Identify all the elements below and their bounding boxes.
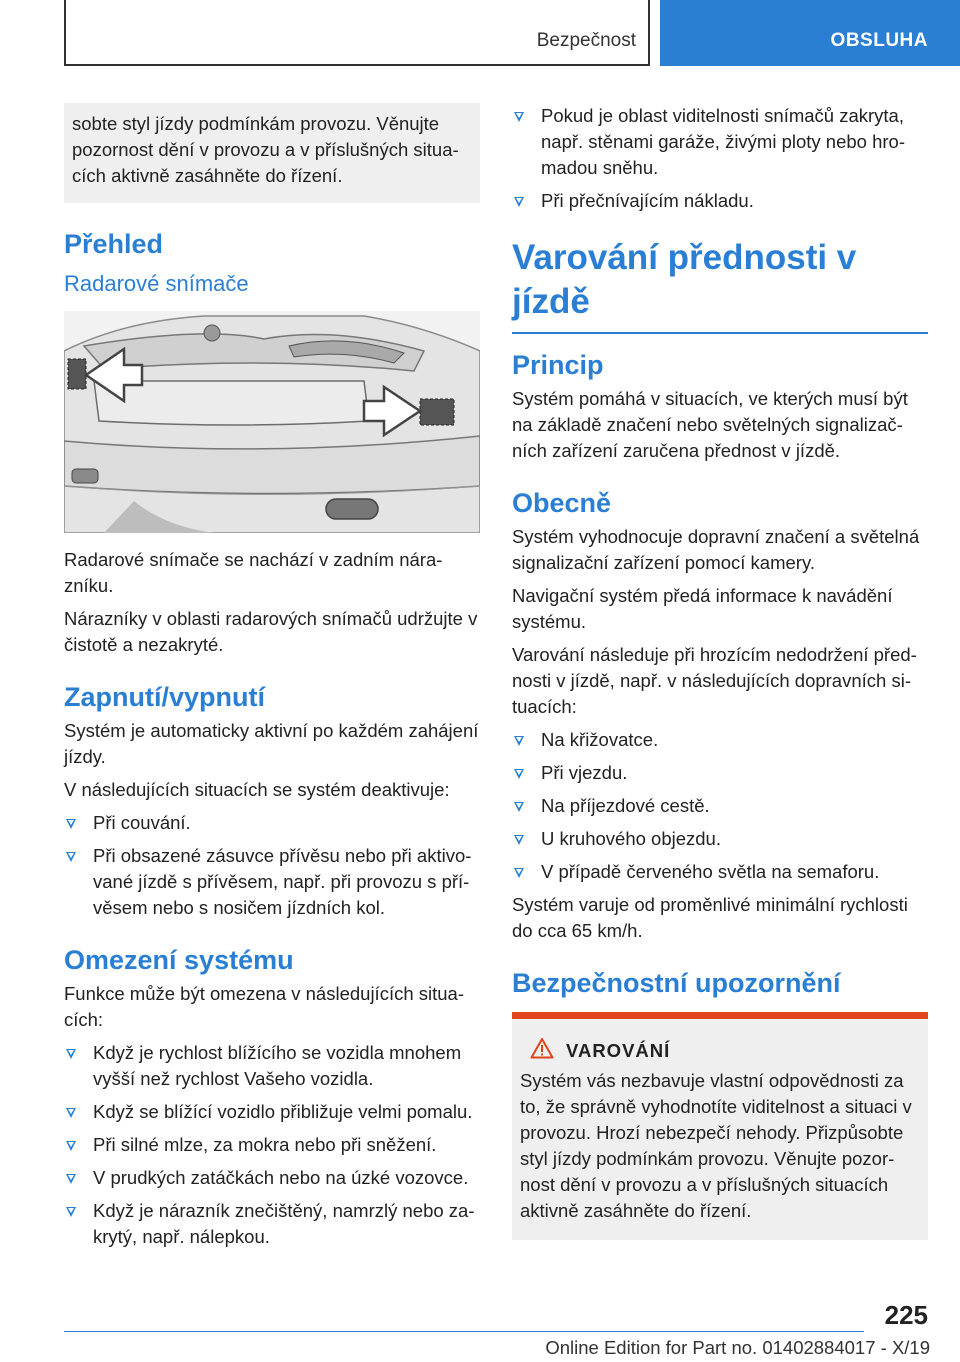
list-item: V prudkých zatáčkách nebo na úzké vozovce. xyxy=(64,1165,480,1191)
right-column xyxy=(512,103,928,1240)
general-paragraph-4: Systém varuje od proměnlivé minimální rychlosti do cca 65 km/h. xyxy=(512,894,908,941)
system-limits-list xyxy=(64,1040,480,1250)
bullet-triangle-icon xyxy=(66,1108,76,1118)
overview-heading: Přehled xyxy=(64,229,164,259)
list-item: U kruhového objezdu. xyxy=(512,826,928,852)
left-column xyxy=(64,103,480,1257)
continued-warning-text: sobte styl jízdy podmínkám provozu. Věnujte pozornost dění v provozu a v příslušných situacích aktivně zasáhněte do řízení. xyxy=(72,113,459,186)
bullet-triangle-icon xyxy=(66,1141,76,1151)
warning-box xyxy=(512,1012,928,1240)
main-section-heading: Varování přednosti v jízdě xyxy=(512,236,928,334)
sensor-limits-continued-list xyxy=(512,103,928,214)
bullet-triangle-icon xyxy=(514,112,524,122)
warning-title xyxy=(530,1037,920,1064)
list-item: Při přečnívajícím nákladu. xyxy=(512,188,928,214)
footer-divider xyxy=(64,1331,864,1332)
list-item: Když je nárazník znečištěný, namrzlý nebo zakrytý, např. nálepkou. xyxy=(64,1198,480,1250)
radar-sensors-subheading: Radarové snímače xyxy=(64,271,249,296)
warning-label: VAROVÁNÍ xyxy=(566,1039,671,1061)
list-item: Pokud je oblast viditelnosti snímačů zakryta, např. stěnami garáže, živými ploty nebo hromadou sněhu. xyxy=(512,103,928,181)
bullet-triangle-icon xyxy=(66,1049,76,1059)
bullet-triangle-icon xyxy=(514,736,524,746)
bullet-triangle-icon xyxy=(514,868,524,878)
list-item: Když je rychlost blížícího se vozidla mnohem vyšší než rychlost Vašeho vozidla. xyxy=(64,1040,480,1092)
principle-heading: Princip xyxy=(512,350,604,380)
bullet-triangle-icon xyxy=(66,1207,76,1217)
list-item: Na křižovatce. xyxy=(512,727,928,753)
general-paragraph-2: Navigační systém předá informace k navádění systému. xyxy=(512,585,893,632)
header-chapter-label: OBSLUHA xyxy=(830,30,928,51)
general-paragraph-1: Systém vyhodnocuje dopravní značení a světelná signalizační zařízení pomocí kamery. xyxy=(512,526,920,573)
warning-text: Systém vás nezbavuje vlastní odpovědnosti za to, že správně vyhodnotíte viditelnost a situaci v provozu. Hrozí nebezpečí nehody. Přizpůsobte styl jízdy podmínkám provozu. Věnujte pozornost dění v provozu a v příslušných situacích aktivně zasáhněte do řízení. xyxy=(520,1070,912,1221)
general-paragraph-3: Varování následuje při hrozícím nedodržení přednosti v jízdě, např. v následujících dopravních situacích: xyxy=(512,644,917,717)
page-number: 225 xyxy=(884,1300,928,1330)
list-item: Když se blížící vozidlo přibližuje velmi pomalu. xyxy=(64,1099,480,1125)
warning-triangle-icon xyxy=(530,1037,554,1064)
bullet-triangle-icon xyxy=(514,835,524,845)
safety-notes-heading: Bezpečnostní upozornění xyxy=(512,968,841,998)
system-limits-heading: Omezení systému xyxy=(64,945,294,975)
on-off-paragraph-1: Systém je automaticky aktivní po každém zahájení jízdy. xyxy=(64,720,479,767)
list-item: Na příjezdové cestě. xyxy=(512,793,928,819)
deactivation-list xyxy=(64,810,480,921)
header-section-label: Bezpečnost xyxy=(536,30,636,51)
bullet-triangle-icon xyxy=(66,852,76,862)
radar-paragraph-2: Nárazníky v oblasti radarových snímačů udržujte v čistotě a nezakryté. xyxy=(64,608,478,655)
list-item: Při silné mlze, za mokra nebo při sněžení. xyxy=(64,1132,480,1158)
bullet-triangle-icon xyxy=(66,1174,76,1184)
bullet-triangle-icon xyxy=(66,819,76,829)
bullet-triangle-icon xyxy=(514,769,524,779)
principle-paragraph: Systém pomáhá v situacích, ve kterých musí být na základě značení nebo světelných signalizačních zařízení zaručena přednost v jízdě. xyxy=(512,388,908,461)
on-off-paragraph-2: V následujících situacích se systém deaktivuje: xyxy=(64,779,450,800)
list-item: V případě červeného světla na semaforu. xyxy=(512,859,928,885)
traffic-situations-list xyxy=(512,727,928,885)
bullet-triangle-icon xyxy=(514,197,524,207)
system-limits-paragraph: Funkce může být omezena v následujících situacích: xyxy=(64,983,465,1030)
list-item: Při vjezdu. xyxy=(512,760,928,786)
radar-paragraph-1: Radarové snímače se nachází v zadním nárazníku. xyxy=(64,549,443,596)
bullet-triangle-icon xyxy=(514,802,524,812)
footer-edition-text: Online Edition for Part no. 01402884017 - X/19 xyxy=(545,1337,930,1358)
rear-bumper-radar-illustration xyxy=(64,311,480,533)
list-item: Při obsazené zásuvce přívěsu nebo při aktivované jízdě s přívěsem, např. při provozu s přívěsem nebo s nosičem jízdních kol. xyxy=(64,843,480,921)
list-item: Při couvání. xyxy=(64,810,480,836)
on-off-heading: Zapnutí/vypnutí xyxy=(64,682,265,712)
general-heading: Obecně xyxy=(512,488,612,518)
continued-warning-box xyxy=(64,103,480,203)
